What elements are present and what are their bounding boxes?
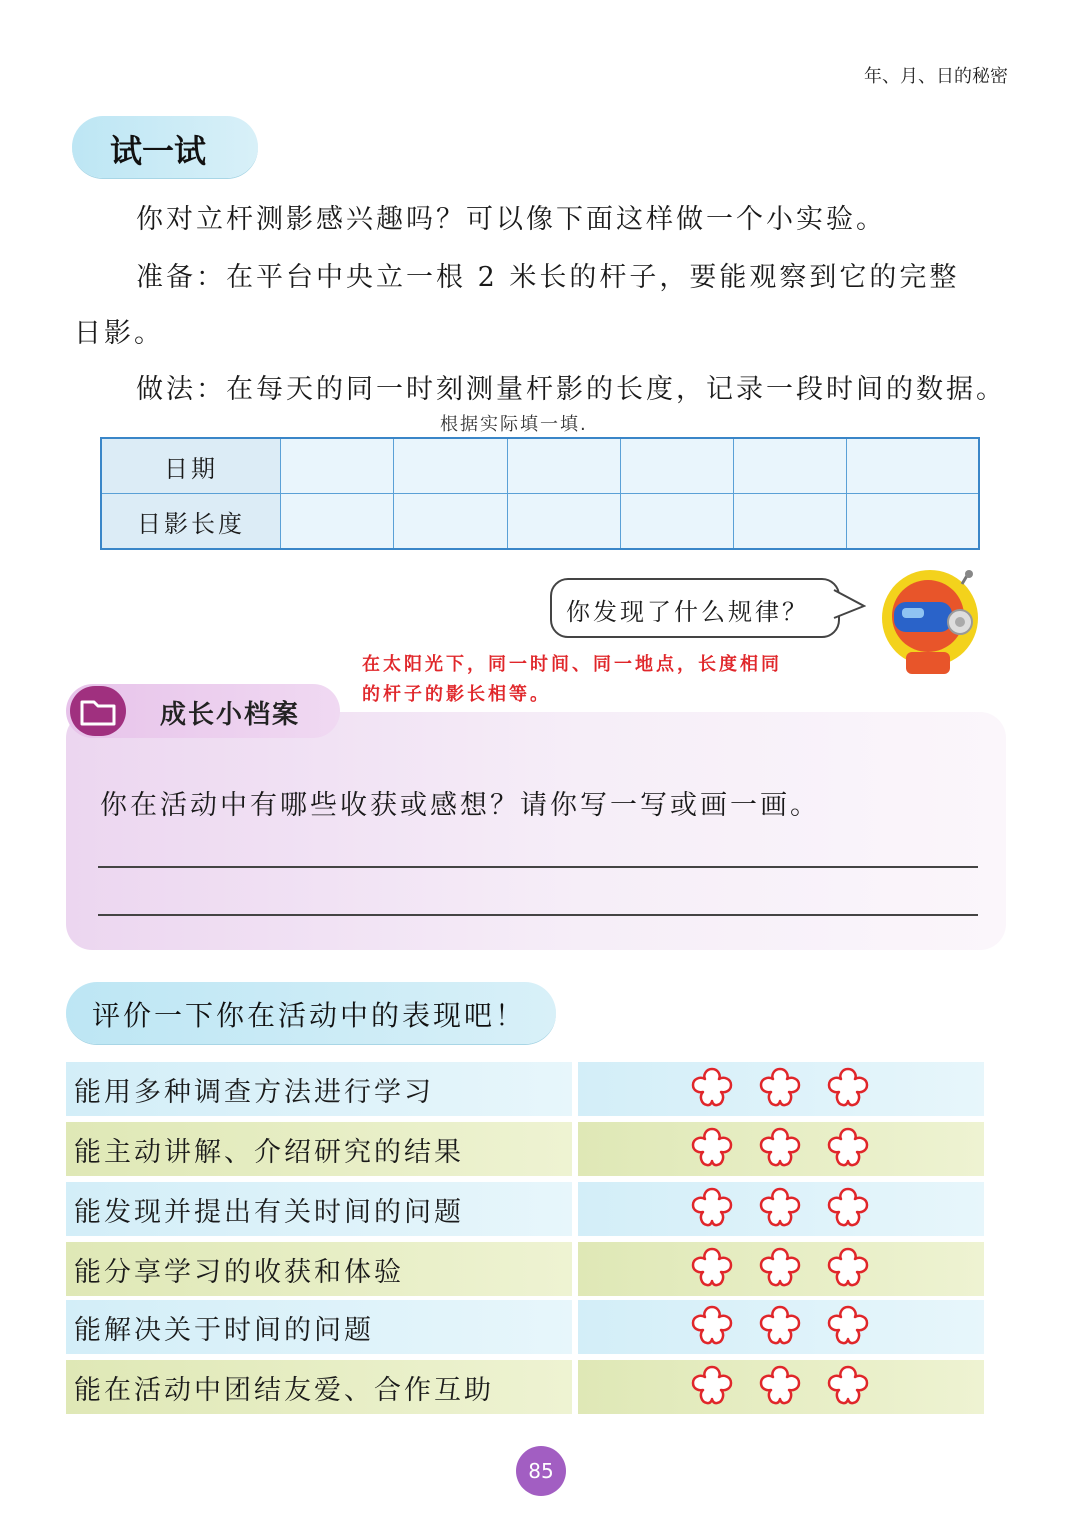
flower-rating-icon[interactable] xyxy=(824,1245,872,1293)
evaluation-row xyxy=(66,1182,984,1236)
flower-rating-icon[interactable] xyxy=(756,1065,804,1113)
robot-mascot-icon xyxy=(870,570,986,674)
evaluation-label: 能分享学习的收获和体验 xyxy=(74,1257,404,1288)
flower-rating-icon[interactable] xyxy=(824,1185,872,1233)
writing-line[interactable] xyxy=(98,914,978,916)
growth-record-title: 成长小档案 xyxy=(160,700,301,730)
table-row xyxy=(101,494,979,550)
flower-rating-icon[interactable] xyxy=(756,1303,804,1351)
table-header-shadow-length: 日影长度 xyxy=(101,494,281,550)
table-row xyxy=(101,438,979,494)
evaluation-label: 能解决关于时间的问题 xyxy=(74,1315,374,1346)
flower-rating-icon[interactable] xyxy=(688,1065,736,1113)
rating-cell xyxy=(578,1360,984,1414)
preparation-line-1: 准备：在平台中央立一根 2 米长的杆子，要能观察到它的完整 xyxy=(136,262,960,293)
intro-paragraph: 你对立杆测影感兴趣吗？可以像下面这样做一个小实验。 xyxy=(136,204,886,235)
speech-bubble-tail xyxy=(832,588,866,624)
flower-rating-icon[interactable] xyxy=(824,1065,872,1113)
flower-rating-icon[interactable] xyxy=(824,1363,872,1411)
rating-cell xyxy=(578,1300,984,1354)
shadow-record-table xyxy=(100,437,980,550)
evaluation-row xyxy=(66,1300,984,1354)
table-cell[interactable] xyxy=(394,438,507,494)
evaluation-label-cell xyxy=(66,1122,572,1176)
rating-cell xyxy=(578,1242,984,1296)
table-cell[interactable] xyxy=(281,494,394,550)
preparation-line-2: 日影。 xyxy=(74,318,164,349)
table-cell[interactable] xyxy=(847,494,979,550)
flower-rating-icon[interactable] xyxy=(824,1303,872,1351)
writing-line[interactable] xyxy=(98,866,978,868)
flower-rating-icon[interactable] xyxy=(824,1125,872,1173)
flower-rating-icon[interactable] xyxy=(688,1303,736,1351)
evaluation-row xyxy=(66,1122,984,1176)
folder-icon xyxy=(70,686,126,736)
page-number-badge: 85 xyxy=(516,1446,566,1496)
rating-cell xyxy=(578,1182,984,1236)
evaluation-label-cell xyxy=(66,1300,572,1354)
flower-rating-icon[interactable] xyxy=(688,1245,736,1293)
evaluation-label: 能在活动中团结友爱、合作互助 xyxy=(74,1375,494,1406)
table-cell[interactable] xyxy=(507,494,620,550)
table-header-date: 日期 xyxy=(101,438,281,494)
evaluation-label-cell xyxy=(66,1360,572,1414)
flower-rating-icon[interactable] xyxy=(688,1125,736,1173)
flower-rating-icon[interactable] xyxy=(756,1125,804,1173)
rating-cell xyxy=(578,1062,984,1116)
evaluation-label: 能用多种调查方法进行学习 xyxy=(74,1077,434,1108)
rating-cell xyxy=(578,1122,984,1176)
table-cell[interactable] xyxy=(620,494,733,550)
evaluation-label: 能发现并提出有关时间的问题 xyxy=(74,1197,464,1228)
table-cell[interactable] xyxy=(394,494,507,550)
evaluation-label-cell xyxy=(66,1182,572,1236)
chapter-header: 年、月、日的秘密 xyxy=(864,66,1008,87)
evaluation-label-cell xyxy=(66,1242,572,1296)
robot-answer-line-1: 在太阳光下，同一时间、同一地点，长度相同 xyxy=(362,654,782,675)
evaluation-badge xyxy=(66,982,556,1044)
flower-rating-icon[interactable] xyxy=(756,1245,804,1293)
evaluation-label-cell xyxy=(66,1062,572,1116)
speech-bubble xyxy=(550,578,840,638)
evaluation-title: 评价一下你在活动中的表现吧！ xyxy=(92,999,527,1032)
try-section-title: 试一试 xyxy=(110,132,207,170)
evaluation-label: 能主动讲解、介绍研究的结果 xyxy=(74,1137,464,1168)
evaluation-row xyxy=(66,1242,984,1296)
table-cell[interactable] xyxy=(281,438,394,494)
table-cell[interactable] xyxy=(847,438,979,494)
method-paragraph: 做法：在每天的同一时刻测量杆影的长度，记录一段时间的数据。 xyxy=(136,374,1006,405)
flower-rating-icon[interactable] xyxy=(756,1363,804,1411)
try-section-badge xyxy=(72,116,258,178)
growth-question: 你在活动中有哪些收获或感想？请你写一写或画一画。 xyxy=(100,790,820,821)
speech-bubble-text: 你发现了什么规律？ xyxy=(566,598,809,626)
robot-answer-line-2: 的杆子的影长相等。 xyxy=(362,684,551,705)
table-cell[interactable] xyxy=(734,438,847,494)
table-cell[interactable] xyxy=(620,438,733,494)
table-cell[interactable] xyxy=(507,438,620,494)
table-cell[interactable] xyxy=(734,494,847,550)
flower-rating-icon[interactable] xyxy=(688,1363,736,1411)
flower-rating-icon[interactable] xyxy=(756,1185,804,1233)
handwritten-note: 根据实际填一填. xyxy=(440,414,588,435)
flower-rating-icon[interactable] xyxy=(688,1185,736,1233)
evaluation-row xyxy=(66,1062,984,1116)
folder-icon-badge xyxy=(70,686,126,736)
evaluation-row xyxy=(66,1360,984,1414)
